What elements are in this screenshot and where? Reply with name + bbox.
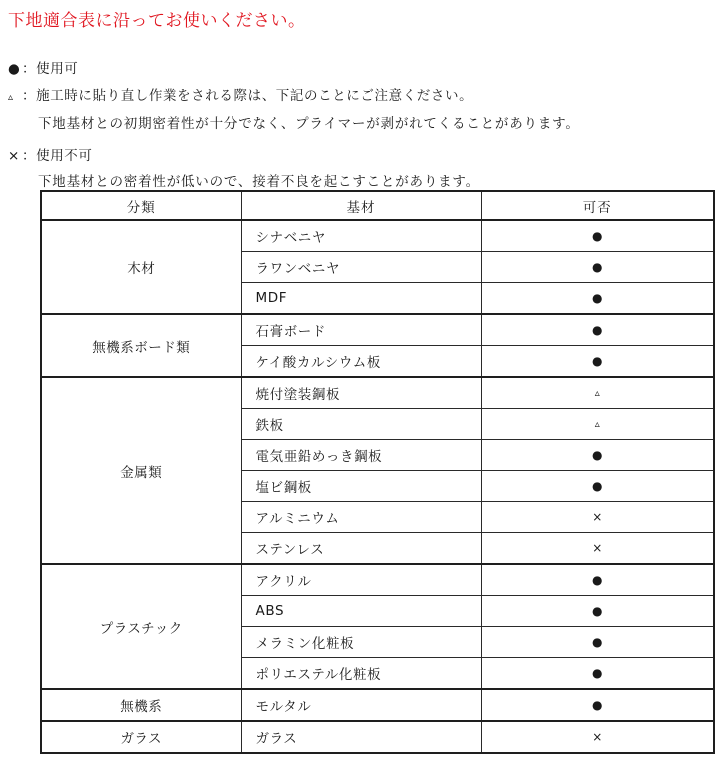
category-cell: 木材 xyxy=(41,220,241,314)
triangle-icon: ▵ xyxy=(8,92,14,103)
material-cell: アルミニウム xyxy=(241,502,481,533)
header-category: 分類 xyxy=(41,191,241,220)
material-cell: MDF xyxy=(241,283,481,315)
table-row xyxy=(41,564,714,596)
suitability-cell: ● xyxy=(481,252,714,283)
suitability-cell: ● xyxy=(481,471,714,502)
material-cell: ステンレス xyxy=(241,533,481,565)
material-cell: ポリエステル化粧板 xyxy=(241,658,481,690)
table-row xyxy=(41,689,714,721)
material-cell: メラミン化粧板 xyxy=(241,627,481,658)
material-cell: ラワンベニヤ xyxy=(241,252,481,283)
table-body xyxy=(41,220,714,753)
suitability-cell: ● xyxy=(481,627,714,658)
legend-caution-text: ：施工時に貼り直し作業をされる際は、下記のことにご注意ください。 xyxy=(22,88,474,104)
category-cell: 無機系ボード類 xyxy=(41,314,241,377)
suitability-cell: ● xyxy=(481,564,714,596)
legend-unusable xyxy=(8,144,93,164)
material-cell: 塩ビ鋼板 xyxy=(241,471,481,502)
suitability-cell: × xyxy=(481,721,714,753)
suitability-cell: ▵ xyxy=(481,377,714,409)
suitability-cell: ● xyxy=(481,658,714,690)
suitability-cell: × xyxy=(481,502,714,533)
suitability-cell: ● xyxy=(481,596,714,627)
table-row xyxy=(41,220,714,252)
material-cell: 石膏ボード xyxy=(241,314,481,346)
header-suitability: 可否 xyxy=(481,191,714,220)
category-cell: 金属類 xyxy=(41,377,241,564)
material-cell: モルタル xyxy=(241,689,481,721)
suitability-cell: ● xyxy=(481,314,714,346)
substrate-compatibility-table xyxy=(40,190,715,754)
suitability-cell: ● xyxy=(481,283,714,315)
suitability-cell: ● xyxy=(481,346,714,378)
bullet-icon: ● xyxy=(8,61,21,77)
category-cell: 無機系 xyxy=(41,689,241,721)
material-cell: 鉄板 xyxy=(241,409,481,440)
material-cell: ABS xyxy=(241,596,481,627)
material-cell: ケイ酸カルシウム板 xyxy=(241,346,481,378)
legend-usable xyxy=(8,57,78,77)
suitability-cell: × xyxy=(481,533,714,565)
material-cell: 電気亜鉛めっき鋼板 xyxy=(241,440,481,471)
legend-usable-text: ：使用可 xyxy=(22,61,79,77)
suitability-cell: ▵ xyxy=(481,409,714,440)
category-cell: プラスチック xyxy=(41,564,241,689)
table-header-row xyxy=(41,191,714,220)
material-cell: アクリル xyxy=(241,564,481,596)
suitability-cell: ● xyxy=(481,440,714,471)
table-row xyxy=(41,721,714,753)
cross-icon: × xyxy=(8,148,20,164)
suitability-cell: ● xyxy=(481,689,714,721)
category-cell: ガラス xyxy=(41,721,241,753)
legend-caution xyxy=(8,84,473,104)
legend-unusable-note: 下地基材との密着性が低いので、接着不良を起こすことがあります。 xyxy=(38,174,480,190)
header-material: 基材 xyxy=(241,191,481,220)
table-row xyxy=(41,314,714,346)
material-cell: 焼付塗装鋼板 xyxy=(241,377,481,409)
material-cell: シナベニヤ xyxy=(241,220,481,252)
legend-unusable-text: ：使用不可 xyxy=(22,148,93,164)
table-row xyxy=(41,377,714,409)
page-title: 下地適合表に沿ってお使いください。 xyxy=(8,11,306,31)
material-cell: ガラス xyxy=(241,721,481,753)
legend-caution-note: 下地基材との初期密着性が十分でなく、プライマーが剥がれてくることがあります。 xyxy=(38,116,580,132)
suitability-cell: ● xyxy=(481,220,714,252)
